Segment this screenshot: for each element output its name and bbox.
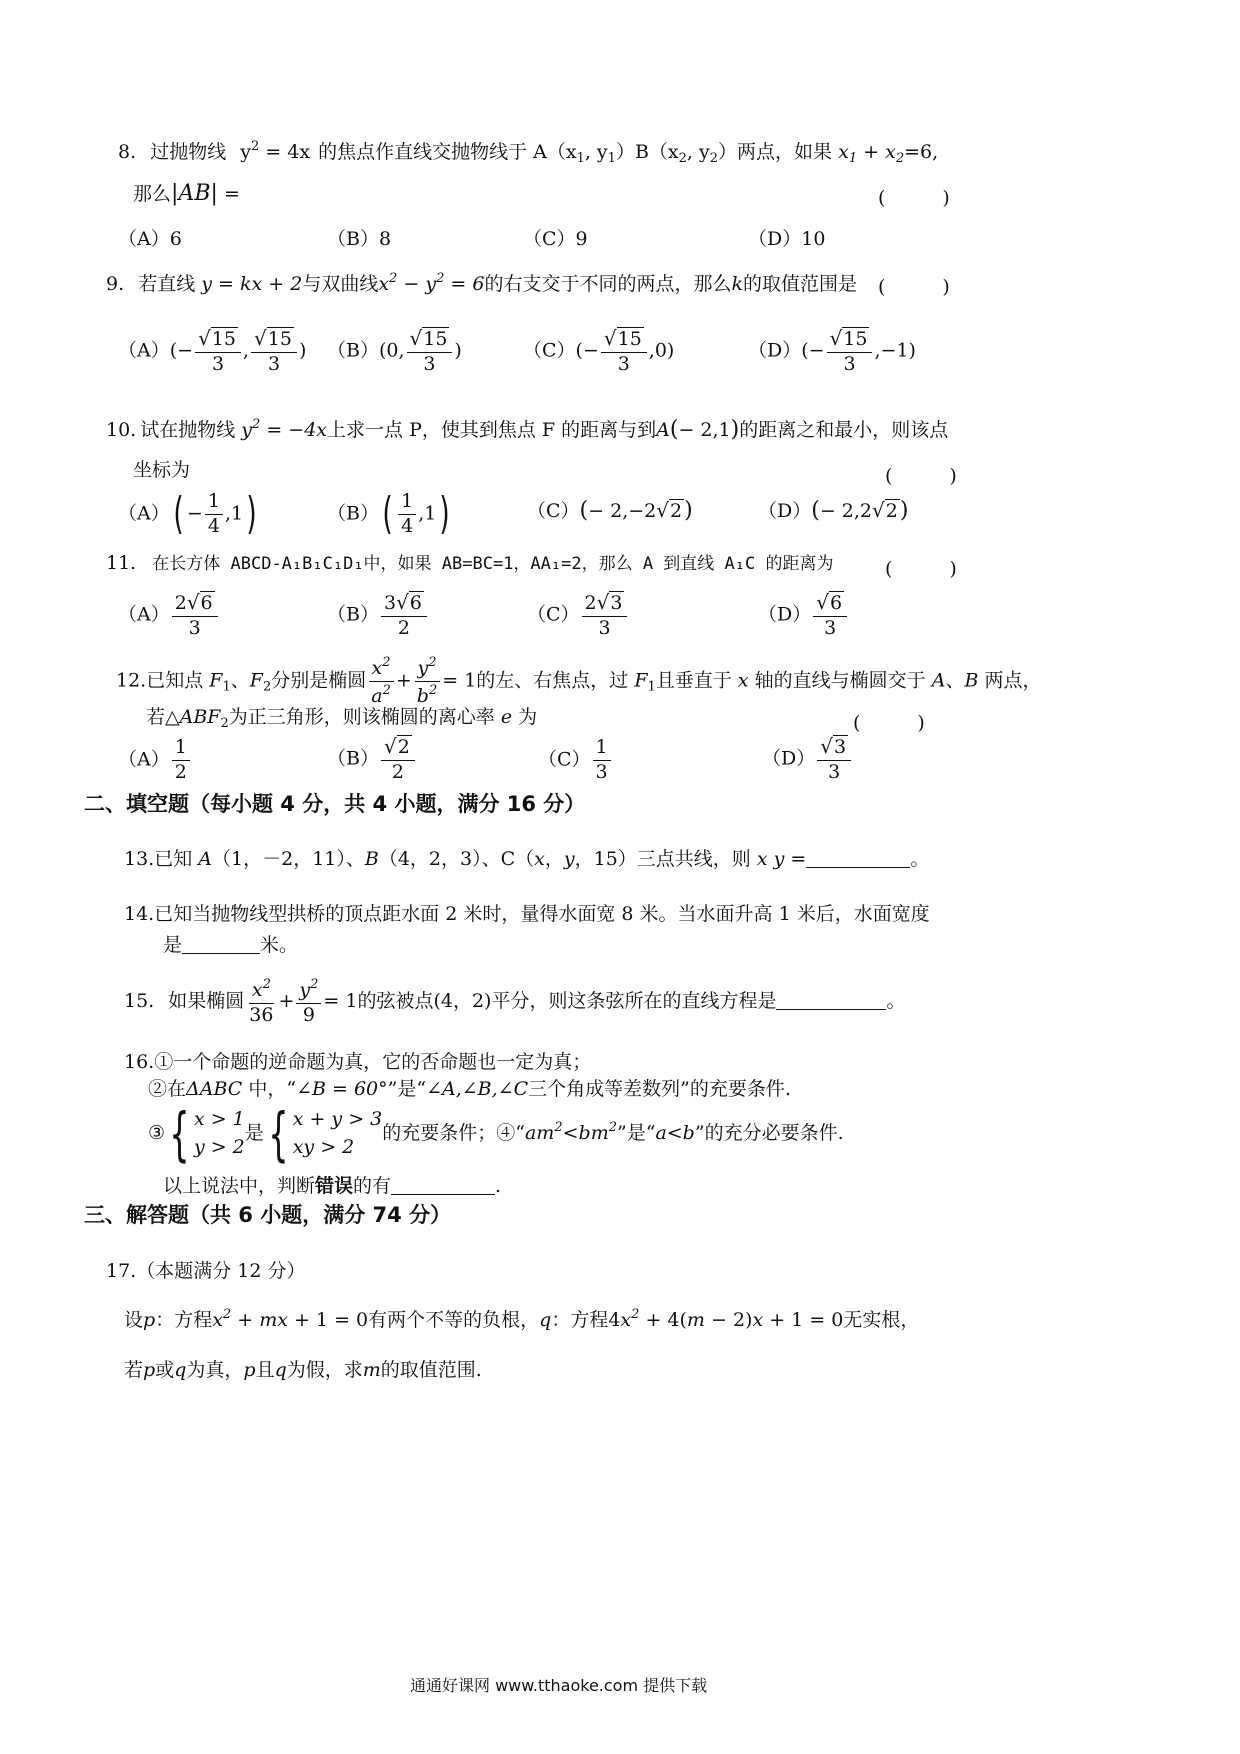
q16-answer-blank[interactable] (391, 1178, 495, 1195)
q13-answer-blank[interactable] (806, 851, 910, 868)
q9-answer-paren: ( ) (878, 276, 950, 298)
q8-opt-c: （C）9 (523, 228, 588, 250)
q12-opt-b: （B） $\frac{√2}{2}$ (327, 736, 417, 783)
q12-opt-c: （C） $\frac{1}{3}$ (538, 738, 613, 783)
q10-opt-b: （B）( $\frac{1}{4}$ ,1) (327, 488, 451, 540)
q8-parabola-eq: $y^2 = 4x$ (240, 139, 311, 163)
q12-opt-a: （A） $\frac{1}{2}$ (118, 738, 192, 783)
q8-line2: 那么|AB| = (133, 181, 240, 206)
q17-line2: 若p或q为真，p且q为假，求m的取值范围. (124, 1359, 482, 1381)
q10-line2: 坐标为 (133, 459, 191, 481)
q9-opt-c: （C）(− $\frac{√15}{3}$ ,0) (523, 326, 675, 375)
q8-abs-ab: |AB| (171, 181, 218, 206)
q10-opt-a: （A）( − $\frac{1}{4}$ ,1) (118, 488, 257, 540)
q10-opt-d: （D）(− 2,2√2) (758, 498, 909, 523)
q11-opt-a: （A） $\frac{2√6}{3}$ (118, 592, 220, 639)
q9-line-eq: y = kx + 2 (201, 273, 303, 295)
q14-line2: 是 米。 (163, 934, 299, 956)
q10-answer-paren: ( ) (885, 465, 957, 487)
q8-answer-paren: ( ) (878, 187, 950, 209)
section-2-heading: 二、填空题（每小题 4 分，共 4 小题，满分 16 分） (84, 792, 586, 816)
q8-sum: $x_1 + x_2$ (838, 141, 905, 166)
q11-opt-b: （B） $\frac{3√6}{2}$ (327, 592, 429, 639)
q9-opt-a: （A）(− $\frac{√15}{3}$ , $\frac{√15}{3}$ ) (118, 326, 307, 375)
q8-opt-b: （B）8 (327, 228, 392, 250)
q9-opt-d: （D）(− $\frac{√15}{3}$ ,−1) (748, 326, 916, 375)
q15-answer-blank[interactable] (776, 993, 886, 1010)
q12-opt-d: （D） $\frac{√3}{3}$ (762, 736, 853, 783)
q12-line1: 12.已知点 $F_1$、$F_2$分别是椭圆 $\frac{x^2}{a^2}$ + $\frac{y^2}{b^2}$ = 1的左、右焦点，过 $F_1$且垂直于 x 轴的直线与椭圆交于 A、B 两点， (116, 655, 1042, 707)
q8-opt-a: （A）6 (118, 228, 182, 250)
q17-line1: 设p：方程$x^2$ + mx + 1 = 0有两个不等的负根，q：方程$4x^2 + 4(m - 2)x + 1 = 0$无实根， (124, 1307, 920, 1331)
q14-line1: 14.已知当抛物线型拱桥的顶点距水面 2 米时，量得水面宽 8 米。当水面升高 1 米后，水面宽度 (124, 903, 930, 925)
page-footer: 通通好课网 www.tthaoke.com 提供下载 (410, 1676, 708, 1695)
q11-opt-d: （D） $\frac{√6}{3}$ (758, 592, 849, 639)
q10-point-a: A (656, 419, 670, 441)
q15-line: 15. 如果椭圆 $\frac{x^2}{36}$ + $\frac{y^2}{9}$ = 1的弦被点(4，2)平分，则这条弦所在的直线方程是 。 (124, 977, 906, 1026)
q11-opt-c: （C） $\frac{2√3}{3}$ (527, 592, 629, 639)
q8-number: 8. (118, 141, 137, 163)
section-3-heading: 三、解答题（共 6 小题，满分 74 分） (84, 1203, 452, 1227)
q12-line2: 若$\triangle ABF_2$为正三角形，则该椭圆的离心率 e 为 (146, 706, 538, 731)
q16-line3: ③{ x > 1 y > 2 是{ x + y > 3 xy > 2 的充要条件；$④“am^2<bm^2$”是“a<b”的充分必要条件. (148, 1100, 844, 1168)
q11-line1: 11. 在长方体 ABCD-A₁B₁C₁D₁中，如果 AB=BC=1，AA₁=2，那么 A 到直线 A₁C 的距离为 (106, 552, 834, 574)
q10-opt-c: （C）(− 2,−2√2) (527, 498, 693, 523)
q9-opt-b: （B）(0, $\frac{√15}{3}$ ) (327, 326, 462, 375)
q14-answer-blank[interactable] (182, 937, 260, 954)
q16-line2: ②在ΔABC 中，“∠B = 60°”是“∠A,∠B,∠C三个角成等差数列”的充要条件. (148, 1078, 791, 1100)
q11-answer-paren: ( ) (885, 558, 957, 580)
q12-answer-paren: ( ) (853, 712, 925, 734)
q16-line1: 16.①一个命题的逆命题为真，它的否命题也一定为真； (124, 1051, 592, 1073)
q8-line1: 8. 过抛物线 $y^2 = 4x$ 的焦点作直线交抛物线于 $A(x_1$, $y_1)B(x_2$, $y_2$）两点，如果 $x_1 + x_2=6$, (118, 139, 939, 166)
q16-line4: 以上说法中，判断错误的有 . (163, 1175, 502, 1197)
q10-parabola-eq: $y^2 = -4x$ (241, 417, 328, 441)
q10-line1: 10. 试在抛物线 $y^2 = -4x$上求一点 P，使其到焦点 F 的距离与到A(− 2,1)的距离之和最小，则该点 (106, 417, 949, 442)
q9-line1: 9. 若直线 y = kx + 2与双曲线$x^2 - y^2 = 6$的右支交于不同的两点，那么k的取值范围是 (106, 271, 857, 295)
q13-line: 13.已知 A（1，－2，11）、B（4，2，3）、C（x，y，15）三点共线，则 x y = 。 (124, 848, 930, 870)
q9-hyperbola-eq: $x^2 - y^2 = 6$ (378, 271, 485, 295)
q17-heading: 17.（本题满分 12 分） (106, 1260, 306, 1282)
q8-opt-d: （D）10 (748, 228, 826, 250)
